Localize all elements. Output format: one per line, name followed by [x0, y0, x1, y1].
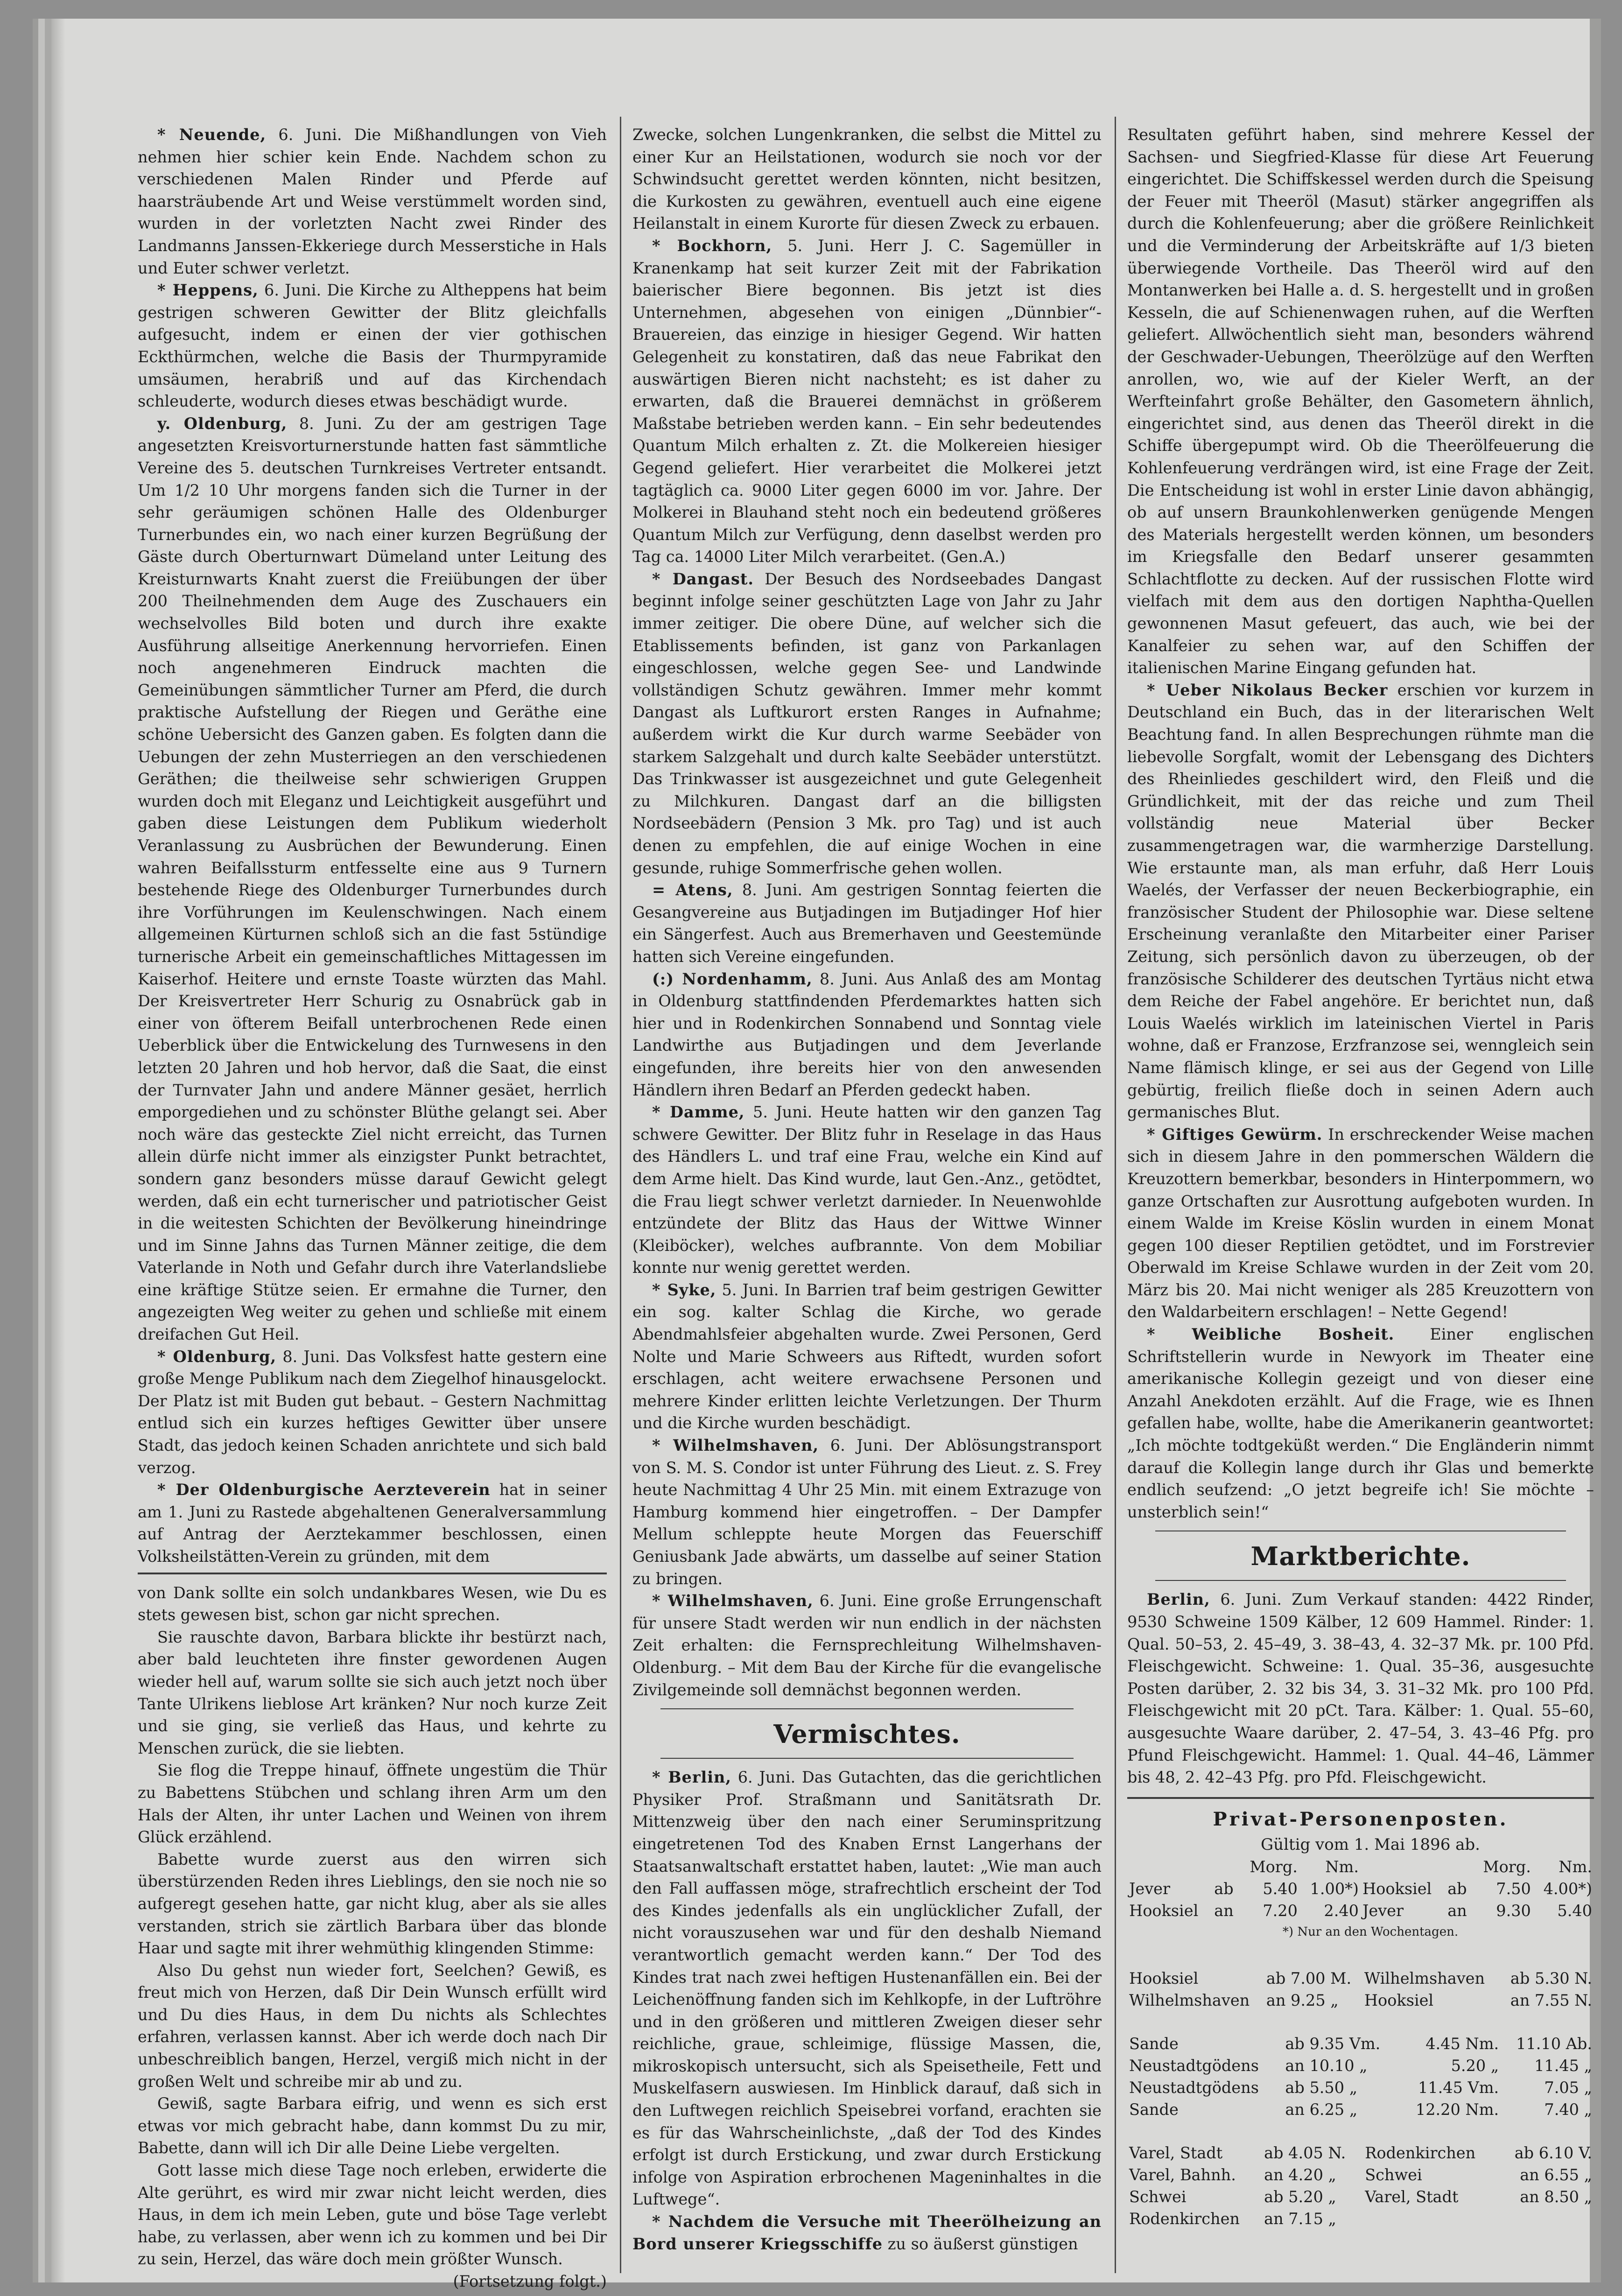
article-text: 5. Juni. Herr J. C. Sagemüller in Kranenkamp hat seit kurzer Zeit mit der Fabrikation baierischer Biere begonnen. Bis jetzt ist dies Unternehmen, abgesehen von einigen „Dünnbier“-Brauereien, das einzige in hiesiger Gegend. Wir hatten Gelegenheit zu konstatiren, daß das neue Fabrikat den auswärtigen Bieren nicht nachsteht; es ist daher zu erwarten, daß die Brauerei demnächst in größerem Maßstabe betrieben werden kann. – Ein sehr bedeutendes Quantum Milch erhalten z. Zt. die Molkereien hiesiger Gegend geliefert. Hier verarbeitet die Molkerei jetzt tagtäglich ca. 9000 Liter gegen 6000 im vor. Jahre. Der Molkerei in Blauhand steht noch ein bedeutend größeres Quantum Milch zur Verfügung, denn daselbst werden pro Tag ca. 14000 Liter Milch verarbeitet. (Gen.A.) — [632, 236, 1102, 566]
timetable-note: *) Nur an den Wochentagen. — [1282, 1924, 1459, 1939]
market-head: Berlin, — [1147, 1590, 1210, 1609]
section-divider — [660, 1758, 1074, 1759]
article — [632, 879, 1102, 968]
article-text: 6. Juni. Die Kirche zu Altheppens hat beim gestrigen schweren Gewitter der Blitz gleichfalls aufgesucht, indem er einen der vier gothischen Eckthürmchen, welche die Basis der Thurmpyramide umsäumen, herabriß und auf das Kirchendach schleuderte, wodurch dieses etwas beschädigt wurde. — [138, 281, 607, 411]
timetable-row: Varel, Stadt ab 4.05 N. Rodenkirchen ab 6.10 V. — [1129, 2143, 1592, 2162]
serial-paragraph: Sie flog die Treppe hinauf, öffnete ungestüm die Thür zu Babettens Stübchen und schlang ihren Arm um den Hals der Alten, ihr unter Lachen und Weinen von ihrem Glück erzählend. — [138, 1761, 607, 1847]
article-text: zu so äußerst günstigen — [887, 2234, 1078, 2253]
article-head: * Ueber Nikolaus Becker — [1147, 681, 1388, 699]
article-head: * Damme, — [652, 1103, 745, 1122]
timetable-row: Jever ab 5.40 1.00*) Hooksiel ab 7.50 4.00*) — [1129, 1879, 1592, 1898]
timetable-row: Schwei ab 5.20 „ Varel, Stadt an 8.50 „ — [1129, 2187, 1592, 2206]
article-head: * Bockhorn, — [652, 236, 772, 255]
timetable-row: Rodenkirchen an 7.15 „ — [1129, 2209, 1336, 2228]
timetable-row: Hooksiel ab 7.00 M. Wilhelmshaven ab 5.30 N. — [1129, 1969, 1592, 1987]
article-text: erschien vor kurzem in Deutschland ein Buch, das in der literarischen Welt Beachtung fand. In allen Besprechungen rühmte man die liebevolle Sorgfalt, womit der Lebensgang des Dichters des Rheinliedes geschildert wird, den Fleiß und die Gründlichkeit, mit der das reiche und zum Theil vollständig neue Material über Becker zusammengetragen war, die warmherzige Darstellung. Wie erstaunte man, als man erfuhr, daß Herr Louis Waelés, der Verfasser der neuen Beckerbiographie, ein französischer Student der Philosophie war. Diese seltene Erscheinung veranlaßte den Mitarbeiter einer Pariser Zeitung, sich persönlich davon zu überzeugen, ob der französische Schilderer des deutschen Tyrtäus nicht etwa dem Reiche der Fabel angehöre. Er berichtet nun, daß Louis Waelés wirklich im lateinischen Viertel in Paris wohne, daß er Franzose, Erzfranzose sei, wenngleich sein Name flämisch klinge, er sei aus der Gegend von Lille gebürtig, freilich fließe doch in seinen Adern auch germanisches Blut. — [1127, 681, 1594, 1122]
timetable-varel-rodenkirchen — [1127, 2142, 1594, 2230]
timetable-jever-hooksiel — [1127, 1856, 1594, 1922]
article-text: In erschreckender Weise machen sich in diesem Jahre in den pommerschen Wäldern die Kreuzottern bemerkbar, besonders in Hinterpommern, wo ganze Ortschaften zur Ausrottung aufgeboten wurden. In einem Walde im Kreise Köslin wurden in einem Monat gegen 100 dieser Reptilien getödtet, und im Forstrevier Oberwald im Kreise Schlawe wurden in der Zeit vom 20. März bis 20. Mai nicht weniger als 285 Kreuzottern von den Waldarbeitern erschlagen! – Nette Gegend! — [1127, 1125, 1594, 1321]
timetable-row: Neustadtgödens ab 5.50 „ 11.45 Vm. 7.05 „ — [1129, 2078, 1592, 2097]
timetable-row: Hooksiel an 7.20 2.40 Jever an 9.30 5.40 — [1129, 1901, 1592, 1920]
column-rule — [1115, 117, 1116, 2273]
timetable-row: Varel, Bahnh. an 4.20 „ Schwei an 6.55 „ — [1129, 2165, 1592, 2184]
article-text: 5. Juni. In Barrien traf beim gestrigen Gewitter ein sog. kalter Schlag die Kirche, wo gerade Abendmahlsfeier abgehalten wurde. Zwei Personen, Gerd Nolte und Marie Schweers aus Riftedt, wurden sofort erschlagen, acht weitere erwachsene Personen und mehrere Kinder erlitten leichte Verletzungen. Der Thurm und die Kirche wurden beschädigt. — [632, 1280, 1102, 1432]
article-head: * Heppens, — [157, 281, 259, 300]
article-text: 6. Juni. Der Ablösungstransport von S. M. S. Condor ist unter Führung des Lieut. z. S. Frey heute Nachmittag 4 Uhr 25 Min. mit einem Extrazuge von Hamburg kommend hier eingetroffen. – Der Dampfer Mellum schleppte heute Morgen das Feuerschiff Geniusbank Jade abwärts, um dasselbe auf seiner Station zu bringen. — [632, 1436, 1102, 1588]
article-text: 6. Juni. Eine große Errungenschaft für unsere Stadt werden wir nun endlich in der nächsten Zeit erhalten: die Fernsprechleitung Wilhelmshaven-Oldenburg. – Mit dem Bau der Kirche für die evangelische Zivilgemeinde soll demnächst begonnen werden. — [632, 1592, 1102, 1699]
timetable-sande-neustadtgoedens — [1127, 2033, 1594, 2120]
timetable-hooksiel-wilhelmshaven — [1127, 1967, 1594, 2011]
article-text: Einer englischen Schriftstellerin wurde in Newyork im Theater eine amerikanische Kollegin gezeigt und von dieser eine Anzahl Anekdoten erzählt. Auf die Frage, wie es Ihnen gefallen habe, wollte, habe die Amerikanerin geantwortet: „Ich möchte todtgeküßt werden.“ Die Engländerin nimmt darauf die Kollegin lange durch ihr Glas und bemerkte endlich seufzend: „O jetzt begreife ich! Sie möchte – unsterblich sein!“ — [1127, 1325, 1594, 1521]
timetable-row: Wilhelmshaven an 9.25 „ Hooksiel an 7.55 N. — [1129, 1991, 1592, 2009]
post-title: Privat-Personenposten. — [1213, 1808, 1509, 1830]
article-head: * Wilhelmshaven, — [652, 1592, 814, 1610]
serial-paragraph: Gewiß, sagte Barbara eifrig, und wenn es sich erst etwas vor mich gebracht habe, dann kommst Du zu mir, Babette, dann will ich Dir alle Deine Liebe vergelten. — [138, 2094, 607, 2157]
article-head: * Nachdem die Versuche mit Theerölheizung an Bord unserer Kriegsschiffe — [632, 2212, 1102, 2253]
article — [138, 279, 607, 413]
article — [632, 235, 1102, 568]
article-head: * Berlin, — [652, 1768, 731, 1787]
article — [632, 968, 1102, 1102]
article — [632, 1101, 1102, 1279]
column-3 — [1127, 124, 1594, 2271]
article-text: Der Besuch des Nordseebades Dangast beginnt infolge seiner geschützten Lage von Jahr zu Jahr immer zeitiger. Die obere Düne, auf welcher sich die Etablissements befinden, ist ganz von Parkanlagen eingeschlossen, welche gegen See- und Landwinde vollständigen Schutz gewähren. Immer mehr kommt Dangast als Luftkurort ersten Ranges in Aufnahme; außerdem wirkt die Kur durch warme Seebäder von starkem Salzgehalt und durch kalte Seebäder unterstützt. Das Trinkwasser ist ausgezeichnet und gute Gelegenheit zu Milchkuren. Dangast darf an die billigsten Nordseebädern (Pension 3 Mk. pro Tag) und ist auch denen zu empfehlen, die auf einige Wochen in eine gesunde, ruhige Sommerfrische gehen wollen. — [632, 569, 1102, 877]
timetable-row: Neustadtgödens an 10.10 „ 5.20 „ 11.45 „ — [1129, 2056, 1592, 2075]
timetable-divider — [1127, 1797, 1594, 1799]
article-head: * Syke, — [652, 1280, 716, 1299]
article — [632, 1766, 1102, 2211]
article — [138, 413, 607, 1346]
serial-paragraph: Also Du gehst nun wieder fort, Seelchen? Gewiß, es freut mich von Herzen, daß Dir Dein Wunsch erfüllt wird und Du dies Haus, in dem Du nichts als Schlechtes erfahren, verlassen kannst. Aber ich werde doch nach Dir unbeschreiblich bangen, Herzel, vergiß mich nicht in der großen Welt und schreibe mir ab und zu. — [138, 1961, 607, 2091]
article — [138, 1346, 607, 1479]
article — [138, 1479, 607, 1567]
article-head: * Neuende, — [157, 126, 267, 144]
timetable-row: Sande an 6.25 „ 12.20 Nm. 7.40 „ — [1129, 2100, 1592, 2119]
market-report — [1127, 1588, 1594, 1788]
article — [1127, 1323, 1594, 1523]
newspaper-page — [51, 19, 1601, 2290]
article-head: y. Oldenburg, — [157, 414, 288, 433]
article — [632, 1434, 1102, 1590]
article-text: hat in seiner am 1. Juni zu Rastede abgehaltenen Generalversammlung auf Antrag der Aerztekammer beschlossen, einen Volksheilstätten-Verein zu gründen, mit dem — [138, 1481, 607, 1566]
feuilleton-divider — [138, 1573, 607, 1574]
timetable-row: Sande ab 9.35 Vm. 4.45 Nm. 11.10 Ab. — [1129, 2034, 1592, 2053]
article-head: * Oldenburg, — [157, 1347, 277, 1366]
article — [138, 124, 607, 279]
article-text: 6. Juni. Die Mißhandlungen von Vieh nehmen hier schier kein Ende. Nachdem schon zu verschiedenen Malen Rinder und Pferde auf haarsträubende Art und Weise verstümmelt worden sind, wurden in der vorletzten Nacht zwei Rinder des Landmanns Janssen-Ekkeriege durch Messerstiche in Hals und Euter schwer verletzt. — [138, 126, 607, 277]
article-head: (:) Nordenhamm, — [652, 969, 813, 988]
section-divider — [1155, 1580, 1566, 1581]
article-text: 8. Juni. Das Volksfest hatte gestern eine große Menge Publikum nach dem Ziegelhof hinausgelockt. Der Platz ist mit Buden gut bebaut. – Gestern Nachmittag entlud sich ein kurzes heftiges Gewitter über unsere Stadt, das jedoch keinen Schaden anrichtete und sich bald verzog. — [138, 1347, 607, 1477]
article — [632, 2211, 1102, 2255]
serial-paragraph: von Dank sollte ein solch undankbares Wesen, wie Du es stets gewesen bist, schon gar nicht sprechen. — [138, 1583, 607, 1624]
section-title: Vermischtes. — [773, 1719, 961, 1749]
spacer — [1127, 2120, 1594, 2142]
page-spine-shadow — [51, 19, 65, 2282]
article — [632, 1279, 1102, 1434]
post-subtitle: Gültig vom 1. Mai 1896 ab. — [1261, 1835, 1480, 1854]
article-text: 8. Juni. Zu der am gestrigen Tage angesetzten Kreisvorturnerstunde hatten fast sämmtliche Vereine des 5. deutschen Turnkreises Vertreter entsandt. Um 1/2 10 Uhr morgens fanden sich die Turner in der sehr geräumigen schönen Halle des Oldenburger Turnerbundes ein, wo nach einer kurzen Begrüßung der Gäste durch Oberturnwart Dümeland unter Leitung des Kreisturnwarts Knaht zuerst die Freiübungen der über 200 Theilnehmenden dem Auge des Zuschauers ein wechselvolles Bild boten und durch ihre exakte Ausführung allseitige Anerkennung hervorriefen. Einen noch angenehmeren Eindruck machten die Gemeinübungen sämmtlicher Turner am Pferd, die durch praktische Aufstellung der Riegen und Geräthe eine schöne Uebersicht des Ganzen gaben. Es folgten dann die Uebungen der zehn Musterriegen an den verschiedenen Geräthen; die theilweise sehr schwierigen Gruppen wurden doch mit Eleganz und Leichtigkeit ausgeführt und gaben diese Leistungen dem Publikum wiederholt Veranlassung zu Ausbrüchen der Bewunderung. Einen wahren Beifallssturm entfesselte eine aus 9 Turnern bestehende Riege des Oldenburger Turnerbundes durch ihre Vorführungen im Keulenschwingen. Nach einem allgemeinen Kürturnen schloß sich an die fast 5stündige turnerische Arbeit ein gemeinschaftliches Mittagessen im Kaiserhof. Heitere und ernste Toaste würzten das Mahl. Der Kreisvertreter Herr Schurig zu Osnabrück gab in einer von öfterem Beifall unterbrochenen Rede einen Ueberblick über die Entwickelung des Turnwesens in den letzten 20 Jahren und hob hervor, daß die Saat, die einst der Turnvater Jahn und andere Männer gesäet, herrlich emporgediehen und zu schönster Blüthe gelangt sei. Aber noch wäre das gesteckte Ziel nicht erreicht, das Turnen allein dürfe nicht immer als einzigster Punkt betrachtet, sondern ganz besonders müsse darauf Gewicht gelegt werden, daß ein echt turnerischer und patriotischer Geist in die weitesten Schichten der Bevölkerung hineindringe und im Sinne Jahns das Turnen Männer zeitige, die dem Vaterlande in Noth und Gefahr durch ihre Vaterlandsliebe eine kräftige Stütze seien. Er ermahne die Turner, den angezeigten Weg weiter zu gehen und schließe mit einem dreifachen Gut Heil. — [138, 414, 607, 1344]
article-head: = Atens, — [652, 881, 733, 899]
article — [1127, 1123, 1594, 1323]
article-continuation: Zwecke, solchen Lungenkranken, die selbst die Mittel zu einer Kur an Heilstationen, wodurch sie noch vor der Schwindsucht gerettet werden könnten, nicht besitzen, die Kurkosten zu gewähren, eventuell auch eine eigene Heilanstalt in einem Kurorte für diesen Zweck zu erbauen. — [632, 126, 1102, 233]
article-head: * Weibliche Bosheit. — [1147, 1325, 1395, 1344]
spacer — [1127, 1946, 1594, 1967]
article-text: 5. Juni. Heute hatten wir den ganzen Tag schwere Gewitter. Der Blitz fuhr in Reselage in das Haus des Händlers L. und traf eine Frau, welche ein Kind auf dem Arme hielt. Das Kind wurde, laut Gen.-Anz., getödtet, die Frau liegt schwer verletzt darnieder. In Neuenwohlde entzündete der Blitz das Haus der Wittwe Winner (Kleiböcker), welches aufbrannte. Von dem Mobiliar konnte nur wenig gerettet werden. — [632, 1103, 1102, 1277]
article-head: * Dangast. — [652, 569, 754, 588]
serial-continued: (Fortsetzung folgt.) — [453, 2272, 607, 2290]
article-head: * Der Oldenburgische Aerzteverein — [157, 1481, 491, 1499]
serial-paragraph: Sie rauschte davon, Barbara blickte ihr bestürzt nach, aber bald leuchteten ihre finster gewordenen Augen wieder hell auf, warum sollte sie sich auch jetzt noch über Tante Ulrikens lieblose Art kränken? Nur noch kurze Zeit und sie ging, sie verließ das Haus, und kehrte zu Menschen zurück, die sie liebten. — [138, 1628, 607, 1757]
article-head: * Giftiges Gewürm. — [1147, 1125, 1323, 1144]
article-head: * Wilhelmshaven, — [652, 1436, 819, 1455]
serial-paragraph: Babette wurde zuerst aus den wirren sich überstürzenden Reden ihres Lieblings, den sie noch nie so aufgeregt gesehen hatte, gar nicht klug, aber als sie alles verstanden, strich sie zärtlich Barbara über das blonde Haar und sagte mit ihrer wehmüthig klingenden Stimme: — [138, 1850, 607, 1958]
section-divider — [660, 1708, 1074, 1709]
article — [632, 568, 1102, 879]
spacer — [1127, 2011, 1594, 2033]
article-text: 8. Juni. Aus Anlaß des am Montag in Oldenburg stattfindenden Pferdemarktes hatten sich hier und in Rodenkirchen Sonnabend und Sonntag viele Landwirthe aus Butjadingen und dem Jeverlande eingefunden, ihre bereits hier von den anwesenden Händlern ihren Bedarf an Pferden gedeckt haben. — [632, 969, 1102, 1099]
column-2 — [632, 124, 1102, 2271]
market-title: Marktberichte. — [1250, 1541, 1471, 1572]
column-1 — [138, 124, 607, 2290]
timetable-header: Morg. Nm. Morg. Nm. — [1250, 1857, 1592, 1876]
article-continuation: Resultaten geführt haben, sind mehrere Kessel der Sachsen- und Siegfried-Klasse für diese Art Feuerung eingerichtet. Die Schiffskessel werden durch die Speisung der Feuer mit Theeröl (Masut) stärker angegriffen als durch die Kohlenfeuerung; aber die größere Reinlichkeit und die Verminderung der Arbeitskräfte auf 1/3 bieten überwiegende Vortheile. Das Theeröl wird auf den Montanwerken bei Halle a. d. S. hergestellt und in großen Kesseln, die auf Schienenwagen ruhen, auf die Werften geliefert. Allwöchentlich sieht man, besonders während der Geschwader-Uebungen, Theerölzüge auf den Werften anrollen, wo, wie auf der Kieler Werft, an der Werfteinfahrt große Behälter, den Gasometern ähnlich, eingerichtet sind, aus denen das Theeröl direkt in die Schiffe übergepumpt wird. Ob die Theerölfeuerung die Kohlenfeuerung verdrängen wird, ist eine Frage der Zeit. Die Entscheidung ist wohl in erster Linie davon abhängig, ob auf unsern Braunkohlenwerken genügende Mengen des Materials hergestellt werden können, um besonders im Kriegsfalle den Bedarf unserer gesammten Schlachtflotte zu decken. Auf der russischen Flotte wird vielfach mit dem aus den dortigen Naphtha-Quellen gewonnenen Masut gefeuert, das auch, wie bei der Kanalfeier zu sehen war, auf den Schiffen der italienischen Marine Eingang gefunden hat. — [1127, 126, 1594, 677]
article-text: 6. Juni. Das Gutachten, das die gerichtlichen Physiker Prof. Straßmann und Sanitätsrath Dr. Mittenzweig über den nach einer Seruminspritzung eingetretenen Tod des Knaben Ernst Langerhans der Staatsanwaltschaft erstattet haben, lautet: „Wie man auch den Fall auffassen möge, strafrechtlich erscheint der Tod des Kindes jedenfalls als ein unglücklicher Zufall, der nicht vorauszusehen war und für den deshalb Niemand verantwortlich gemacht werden kann.“ Der Tod des Kindes trat nach zwei heftigen Hustenanfällen ein. Bei der Leichenöffnung fanden sich im Kehlkopfe, in der Luftröhre und in den größeren und mittleren Zweigen dieser sehr reichliche, graue, schleimige, flüssige Massen, die, mikroskopisch untersucht, sich als Speisetheile, Fett und Muskelfasern auswiesen. Im Hinblick darauf, daß sich in den Luftwegen reichlich Speisebrei vorfand, erachten sie es für das Wahrscheinlichste, „daß der Tod des Kindes erfolgt ist durch Erstickung, und zwar durch Erstickung infolge von Aspiration erbrochenen Mageninhaltes in die Luftwege“. — [632, 1768, 1102, 2209]
article — [632, 1590, 1102, 1701]
article — [1127, 679, 1594, 1123]
serial-paragraph: Gott lasse mich diese Tage noch erleben, erwiderte die Alte gerührt, es wird mir zwar nicht leicht werden, dies Haus, in dem ich mein Leben, gute und böse Tage verlebt habe, zu verlassen, aber wenn ich zu kommen und bei Dir zu sein, Herzel, das wäre doch mein größter Wunsch. — [138, 2161, 607, 2268]
article-text: 8. Juni. Am gestrigen Sonntag feierten die Gesangvereine aus Butjadingen im Butjadinger Hof hier ein Sängerfest. Auch aus Bremerhaven und Geestemünde hatten sich Vereine eingefunden. — [632, 881, 1102, 966]
market-text: 6. Juni. Zum Verkauf standen: 4422 Rinder, 9530 Schweine 1509 Kälber, 12 609 Hammel. Rinder: 1. Qual. 50–53, 2. 45–49, 3. 38–43, 4. 32–37 Mk. pr. 100 Pfd. Fleischgewicht. Schweine: 1. Qual. 35–36, ausgesuchte Posten darüber, 2. 32 bis 34, 3. 31–32 Mk. pro 100 Pfd. Fleischgewicht mit 20 pCt. Tara. Kälber: 1. Qual. 55–60, ausgesuchte Waare darüber, 2. 47–54, 3. 43–46 Pfg. pro Pfund Fleischgewicht. Hammel: 1. Qual. 44–46, Lämmer bis 48, 2. 42–43 Pfg. pro Pfd. Fleischgewicht. — [1127, 1590, 1594, 1787]
column-rule — [620, 117, 621, 2273]
